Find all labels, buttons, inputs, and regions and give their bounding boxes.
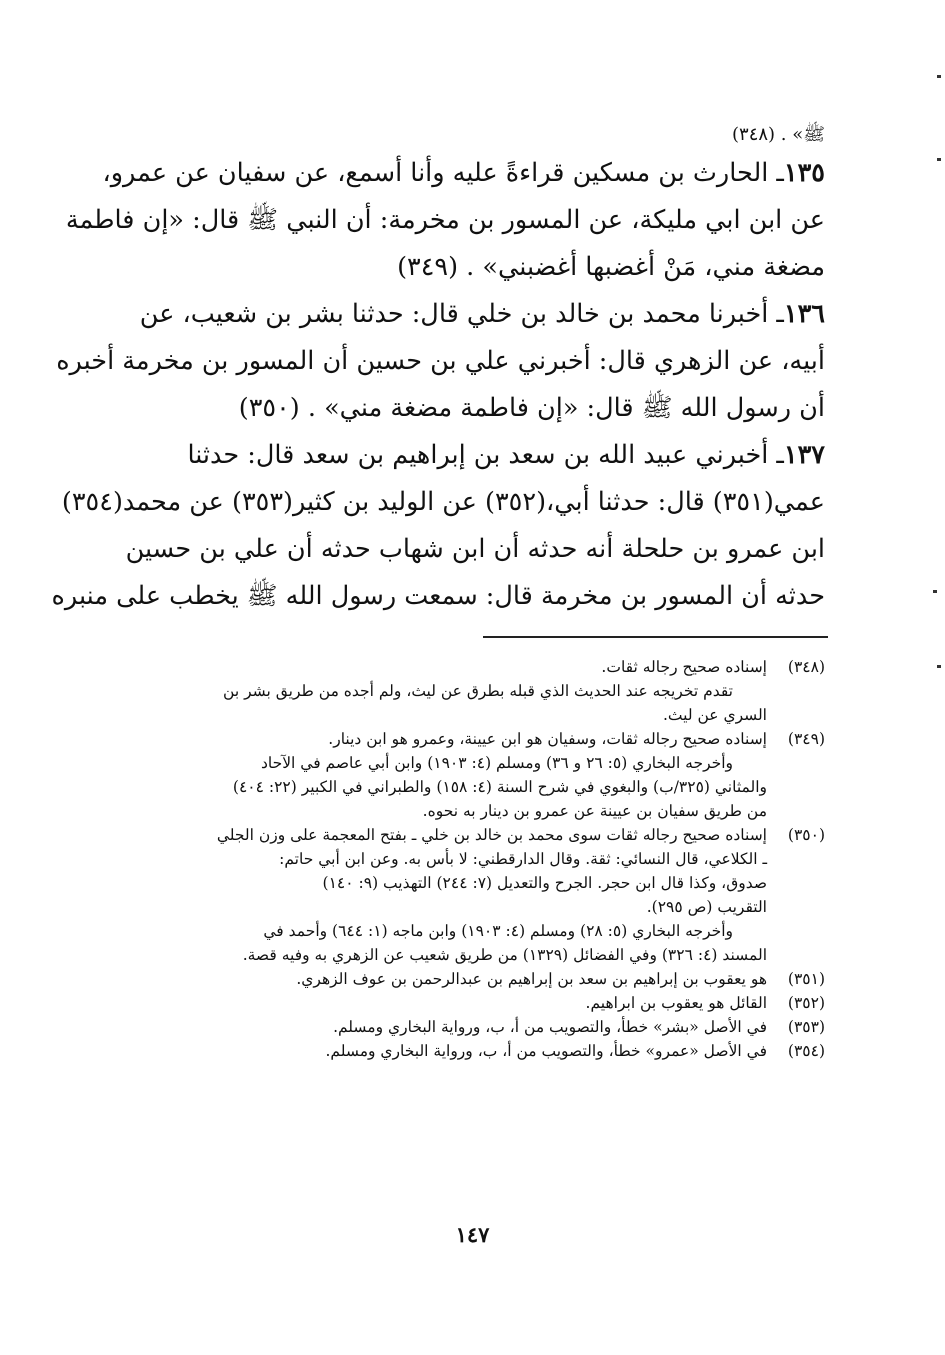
footnote-body: إسناده صحيح رجاله ثقات، وسفيان هو ابن عيينة، وعمرو هو ابن دينار. وأخرجه البخاري (٥: ٢٦ و ٣٦) ومسلم (٤: ١٩٠٣) وابن أبي عاصم في الآحاد والمثاني (٣٢٥/ب) والبغوي في شرح السنة (٤: ١٥٨) والطبراني في الكبير (٢٢: ٤٠٤) من طريق سفيان بن عيينة عن عمرو بن دينار به نحوه. [232,730,767,820]
hadith-line: عمي(٣٥١) قال: حدثنا أبي،(٣٥٢) عن الوليد بن كثير(٣٥٣) عن محمد(٣٥٤) [61,487,825,517]
footnote-351 [128,967,825,991]
hadith-135 [65,150,825,291]
hadith-line: ابن عمرو بن حلحلة أنه حدثه أن ابن شهاب حدثه أن علي بن حسين [125,534,825,564]
footnote-349 [128,727,825,823]
main-text [51,120,825,620]
footnote-number: (٣٥٠) [787,826,825,844]
footnote-number: (٣٤٩) [787,730,825,748]
footnote-body: القائل هو يعقوب بن ابراهيم. [585,994,767,1012]
page-number: ١٤٧ [455,1222,490,1247]
footnote-number: (٣٤٨) [787,658,825,676]
footnote-number: (٣٥٤) [787,1042,825,1060]
hadith-line: عن ابن ابي مليكة، عن المسور بن مخرمة: أن النبي ﷺ قال: «إن فاطمة [65,205,825,235]
hadith-line: حدثه أن المسور بن مخرمة قال: سمعت رسول الله ﷺ يخطب على منبره [51,581,825,611]
hadith-137 [51,432,825,620]
hadith-line: ١٣٥ـ الحارث بن مسكين قراءةً عليه وأنا أسمع، عن سفيان عن عمرو، [102,158,825,188]
footnote-number: (٣٥١) [787,970,825,988]
footnote-body: إسناده صحيح رجاله ثقات سوى محمد بن خالد بن خلي ـ بفتح المعجمة على وزن الجلي ـ الكلاعي، قال النسائي: ثقة. وقال الدارقطني: لا بأس به. وعن ابن أبي حاتم: صدوق، وكذا قال ابن حجر. الجرح والتعديل (٧: ٢٤٤) التهذيب (٩: ١٤٠) التقريب (ص ٢٩٥). وأخرجه البخاري (٥: ٢٨) ومسلم (٤: ١٩٠٣) وابن ماجه (١: ٦٤٤) وأحمد في المسند (٤: ٣٢٦) وفي الفضائل (١٣٢٩) من طريق شعيب عن الزهري به وفيه قصة. [216,826,767,964]
footnote-353 [128,1015,825,1039]
footnote-body: في الأصل «عمرو» خطأ، والتصويب من أ، ب، ورواية البخاري ومسلم. [325,1042,767,1060]
hadith-number: ١٣٦ [783,299,825,329]
footnote-350 [128,823,825,967]
footnote-number: (٣٥٢) [787,994,825,1012]
footnote-354 [128,1039,825,1063]
scan-speck [937,665,941,668]
scan-speck [937,158,941,161]
footnote-352 [128,991,825,1015]
footnotes [128,655,825,1063]
footnote-separator [483,636,828,638]
hadith-number: ١٣٧ [783,440,825,470]
continuation-line: ﷺ» . (٣٤٨) [732,124,825,145]
scan-speck [937,75,941,78]
hadith-number: ١٣٥ [783,158,825,188]
hadith-line: مضغة مني، مَنْ أغضبها أغضبني» . (٣٤٩) [397,252,825,282]
hadith-136 [56,291,825,432]
hadith-line: ١٣٦ـ أخبرنا محمد بن خالد بن خلي قال: حدثنا بشر بن شعيب، عن [139,299,825,329]
footnote-348 [128,655,825,727]
hadith-line: ١٣٧ـ أخبرني عبيد الله بن سعد بن إبراهيم بن سعد قال: حدثنا [187,440,825,470]
footnote-body: في الأصل «بشر» خطأ، والتصويب من أ، ب، ورواية البخاري ومسلم. [333,1018,767,1036]
footnote-body: هو يعقوب بن إبراهيم بن سعد بن إبراهيم بن عبدالرحمن بن عوف الزهري. [296,970,767,988]
hadith-line: أن رسول الله ﷺ قال: «إن فاطمة مضغة مني» . (٣٥٠) [238,393,825,423]
scan-speck [933,590,937,593]
hadith-line: أبيه، عن الزهري قال: أخبرني علي بن حسين أن المسور بن مخرمة أخبره [56,346,825,376]
footnote-number: (٣٥٣) [787,1018,825,1036]
footnote-body: إسناده صحيح رجاله ثقات. تقدم تخريجه عند الحديث الذي قبله بطرق عن ليث، ولم أجده من طريق بشر بن السري عن ليث. [223,658,767,724]
